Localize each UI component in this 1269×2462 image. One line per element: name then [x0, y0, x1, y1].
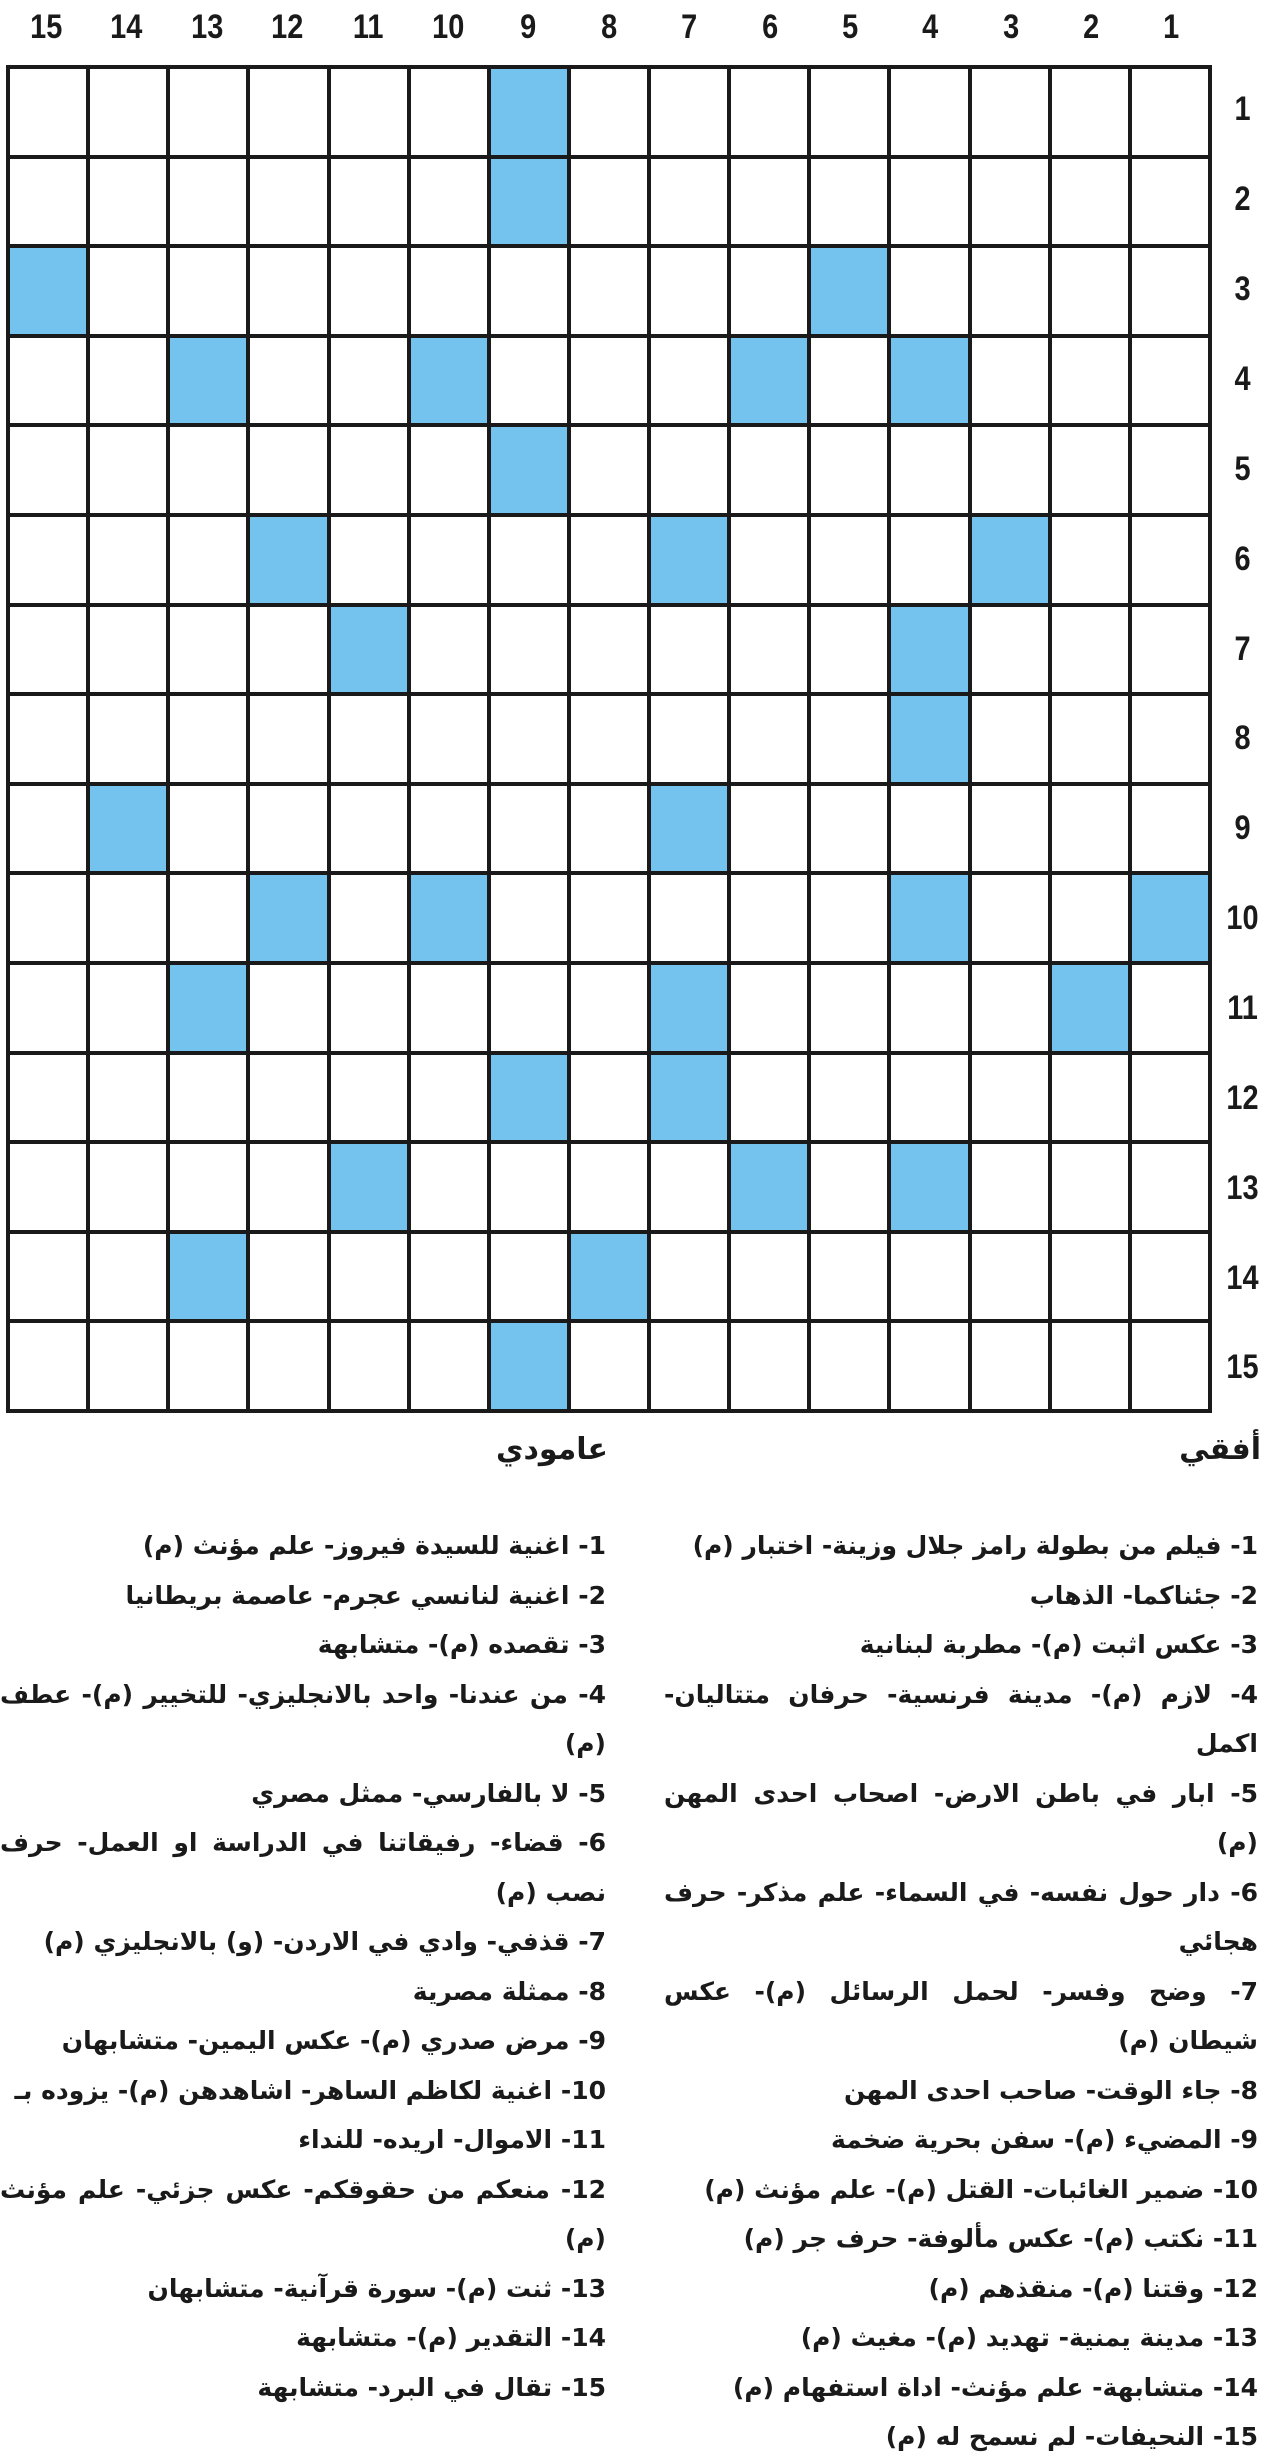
- across-heading: أفقي: [1179, 1432, 1261, 1467]
- across-clue: 14- متشابهة- علم مؤنث- اداة استفهام (م): [732, 2372, 1258, 2402]
- grid-cell[interactable]: [972, 786, 1048, 872]
- across-clue: 5- ابار في باطن الارض- اصحاب احدى المهن (م): [664, 1778, 1258, 1857]
- grid-cell[interactable]: [170, 69, 246, 155]
- grid-cell[interactable]: [891, 965, 967, 1051]
- blocked-cell: [411, 338, 487, 424]
- grid-cell[interactable]: [651, 427, 727, 513]
- grid-cell[interactable]: [571, 875, 647, 961]
- blocked-cell: [491, 159, 567, 245]
- blocked-cell: [331, 1144, 407, 1230]
- blocked-cell: [891, 696, 967, 782]
- grid-cell[interactable]: [891, 517, 967, 603]
- across-clue: 2- جئناكما- الذهاب: [1029, 1580, 1258, 1610]
- blocked-cell: [731, 1144, 807, 1230]
- column-number: 15: [30, 8, 63, 46]
- blocked-cell: [170, 1234, 246, 1320]
- grid-cell[interactable]: [10, 338, 86, 424]
- across-clue: 13- مدينة يمنية- تهديد (م)- مغيث (م): [800, 2323, 1258, 2352]
- grid-cell[interactable]: [331, 1055, 407, 1141]
- grid-cell[interactable]: [491, 517, 567, 603]
- grid-cell[interactable]: [411, 1144, 487, 1230]
- grid-cell[interactable]: [1132, 159, 1208, 245]
- grid-cell[interactable]: [491, 786, 567, 872]
- grid-cell[interactable]: [170, 875, 246, 961]
- grid-cell[interactable]: [651, 1144, 727, 1230]
- grid-cell[interactable]: [10, 1055, 86, 1141]
- grid-cell[interactable]: [571, 607, 647, 693]
- grid-cell[interactable]: [811, 1144, 887, 1230]
- grid-cell[interactable]: [1132, 338, 1208, 424]
- grid-cell[interactable]: [651, 1323, 727, 1409]
- grid-cell[interactable]: [1132, 1055, 1208, 1141]
- down-clue-list: [0, 1521, 606, 2412]
- blocked-cell: [491, 69, 567, 155]
- grid-cell[interactable]: [411, 159, 487, 245]
- grid-cell[interactable]: [10, 69, 86, 155]
- grid-cell[interactable]: [811, 1055, 887, 1141]
- column-numbers: [6, 4, 1212, 50]
- grid-cell[interactable]: [651, 338, 727, 424]
- blocked-cell: [10, 248, 86, 334]
- grid-cell[interactable]: [1132, 607, 1208, 693]
- down-heading: عامودي: [495, 1432, 608, 1467]
- down-clue: 2- اغنية لنانسي عجرم- عاصمة بريطانيا: [125, 1580, 606, 1610]
- grid-cell[interactable]: [731, 1323, 807, 1409]
- grid-cell[interactable]: [331, 1234, 407, 1320]
- grid-cell[interactable]: [250, 1055, 326, 1141]
- grid-cell[interactable]: [10, 786, 86, 872]
- row-number: 12: [1226, 1078, 1259, 1117]
- blocked-cell: [651, 1055, 727, 1141]
- grid-cell[interactable]: [170, 517, 246, 603]
- grid-cell[interactable]: [891, 1323, 967, 1409]
- grid-cell[interactable]: [972, 338, 1048, 424]
- grid-cell[interactable]: [1132, 427, 1208, 513]
- grid-cell[interactable]: [651, 696, 727, 782]
- across-clue: 7- وضح وفسر- لحمل الرسائل (م)- عكس شيطان (م): [664, 1976, 1258, 2055]
- row-number: 13: [1226, 1168, 1259, 1207]
- grid-cell[interactable]: [250, 427, 326, 513]
- row-number: 3: [1234, 270, 1251, 309]
- grid-cell[interactable]: [891, 427, 967, 513]
- grid-cell[interactable]: [731, 517, 807, 603]
- blocked-cell: [811, 248, 887, 334]
- down-clue: 13- ثنت (م)- سورة قرآنية- متشابهان: [147, 2273, 606, 2303]
- grid-cell[interactable]: [972, 607, 1048, 693]
- grid-cell[interactable]: [1052, 338, 1128, 424]
- grid-cell[interactable]: [250, 1144, 326, 1230]
- across-clue: 15- النحيفات- لم نسمح له (م): [885, 2422, 1258, 2451]
- across-clue: 6- دار حول نفسه- في السماء- علم مذكر- حرف هجائي: [664, 1877, 1258, 1956]
- grid-cell[interactable]: [811, 696, 887, 782]
- grid-cell[interactable]: [972, 875, 1048, 961]
- grid-cell[interactable]: [811, 427, 887, 513]
- row-number: 6: [1234, 539, 1251, 578]
- row-number: 10: [1226, 899, 1259, 938]
- grid-cell[interactable]: [1052, 786, 1128, 872]
- grid-cell[interactable]: [10, 875, 86, 961]
- down-clue: 11- الاموال- اريده- للنداء: [298, 2125, 606, 2154]
- row-number: 1: [1234, 90, 1251, 129]
- grid-cell[interactable]: [571, 248, 647, 334]
- grid-cell[interactable]: [1052, 1144, 1128, 1230]
- grid-cell[interactable]: [811, 786, 887, 872]
- grid-cell[interactable]: [331, 875, 407, 961]
- grid-cell[interactable]: [491, 965, 567, 1051]
- blocked-cell: [491, 1055, 567, 1141]
- grid-cell[interactable]: [1132, 965, 1208, 1051]
- grid-cell[interactable]: [411, 517, 487, 603]
- row-number: 8: [1234, 719, 1251, 758]
- column-number: 6: [761, 8, 778, 46]
- grid-cell[interactable]: [250, 607, 326, 693]
- grid-cell[interactable]: [90, 965, 166, 1051]
- blocked-cell: [250, 517, 326, 603]
- blocked-cell: [250, 875, 326, 961]
- grid-cell[interactable]: [972, 1234, 1048, 1320]
- blocked-cell: [90, 786, 166, 872]
- grid-cell[interactable]: [250, 69, 326, 155]
- grid-cell[interactable]: [170, 427, 246, 513]
- grid-cell[interactable]: [331, 427, 407, 513]
- grid-cell[interactable]: [571, 427, 647, 513]
- grid-cell[interactable]: [1132, 248, 1208, 334]
- grid-cell[interactable]: [651, 69, 727, 155]
- row-number: 11: [1227, 989, 1258, 1028]
- down-clue: 15- تقال في البرد- متشابهة: [257, 2372, 606, 2402]
- grid-cell[interactable]: [571, 965, 647, 1051]
- row-number: 5: [1234, 449, 1251, 488]
- grid-cell[interactable]: [571, 696, 647, 782]
- grid-cell[interactable]: [411, 69, 487, 155]
- grid-cell[interactable]: [731, 69, 807, 155]
- grid-cell[interactable]: [250, 1234, 326, 1320]
- grid-cell[interactable]: [170, 1144, 246, 1230]
- grid-cell[interactable]: [170, 1323, 246, 1409]
- down-clue: 8- ممثلة مصرية: [412, 1976, 606, 2006]
- row-number: 15: [1226, 1348, 1259, 1387]
- grid-cell[interactable]: [731, 1055, 807, 1141]
- grid-cell[interactable]: [90, 1323, 166, 1409]
- blocked-cell: [891, 607, 967, 693]
- grid-cell[interactable]: [571, 786, 647, 872]
- grid-cell[interactable]: [1052, 248, 1128, 334]
- grid-cell[interactable]: [411, 1234, 487, 1320]
- column-number: 8: [600, 8, 617, 46]
- down-clue: 3- تقصده (م)- متشابهة: [317, 1630, 606, 1659]
- grid-cell[interactable]: [90, 69, 166, 155]
- across-clue: 1- فيلم من بطولة رامز جلال وزينة- اختبار (م): [692, 1531, 1258, 1560]
- blocked-cell: [1052, 965, 1128, 1051]
- grid-cell[interactable]: [571, 1055, 647, 1141]
- down-clue: 10- اغنية لكاظم الساهر- اشاهدهن (م)- يزوده بـ: [14, 2075, 606, 2105]
- column-number: 13: [190, 8, 224, 46]
- grid-cell[interactable]: [10, 159, 86, 245]
- across-clue: 11- نكتب (م)- عكس مألوفة- حرف جر (م): [743, 2224, 1258, 2253]
- grid-cell[interactable]: [1132, 1234, 1208, 1320]
- column-number: 2: [1083, 8, 1100, 46]
- grid-cell[interactable]: [1052, 1055, 1128, 1141]
- grid-cell[interactable]: [972, 965, 1048, 1051]
- blocked-cell: [170, 965, 246, 1051]
- grid-cell[interactable]: [651, 1234, 727, 1320]
- column-number: 10: [432, 8, 465, 46]
- grid-cell[interactable]: [250, 696, 326, 782]
- grid-cell[interactable]: [651, 875, 727, 961]
- grid-cell[interactable]: [90, 1144, 166, 1230]
- grid-cell[interactable]: [411, 1323, 487, 1409]
- grid-cell[interactable]: [491, 248, 567, 334]
- grid-cell[interactable]: [411, 786, 487, 872]
- grid-cell[interactable]: [250, 1323, 326, 1409]
- grid-cell[interactable]: [571, 338, 647, 424]
- blocked-cell: [411, 875, 487, 961]
- grid-cell[interactable]: [972, 1323, 1048, 1409]
- blocked-cell: [491, 427, 567, 513]
- grid-cell[interactable]: [170, 159, 246, 245]
- across-clue-list: [664, 1521, 1258, 2462]
- blocked-cell: [651, 517, 727, 603]
- grid-cell[interactable]: [250, 159, 326, 245]
- grid-cell[interactable]: [250, 786, 326, 872]
- blocked-cell: [1132, 875, 1208, 961]
- grid-cell[interactable]: [10, 696, 86, 782]
- grid-cell[interactable]: [411, 965, 487, 1051]
- grid-cell[interactable]: [811, 517, 887, 603]
- grid-cell[interactable]: [331, 517, 407, 603]
- grid-cell[interactable]: [491, 875, 567, 961]
- grid-cell[interactable]: [731, 875, 807, 961]
- grid-cell[interactable]: [90, 1055, 166, 1141]
- grid-cell[interactable]: [170, 607, 246, 693]
- grid-cell[interactable]: [1132, 69, 1208, 155]
- grid-cell[interactable]: [811, 607, 887, 693]
- grid-cell[interactable]: [651, 248, 727, 334]
- grid-cell[interactable]: [1052, 875, 1128, 961]
- grid-cell[interactable]: [90, 1234, 166, 1320]
- grid-cell[interactable]: [331, 965, 407, 1051]
- grid-cell[interactable]: [90, 696, 166, 782]
- grid-cell[interactable]: [571, 69, 647, 155]
- grid-cell[interactable]: [972, 159, 1048, 245]
- crossword-grid: [6, 65, 1212, 1413]
- grid-cell[interactable]: [10, 1323, 86, 1409]
- blocked-cell: [731, 338, 807, 424]
- grid-cell[interactable]: [90, 875, 166, 961]
- grid-cell[interactable]: [170, 786, 246, 872]
- column-number: 1: [1163, 8, 1180, 46]
- grid-cell[interactable]: [250, 338, 326, 424]
- blocked-cell: [571, 1234, 647, 1320]
- blocked-cell: [891, 875, 967, 961]
- grid-cell[interactable]: [331, 159, 407, 245]
- grid-cell[interactable]: [1132, 1323, 1208, 1409]
- grid-cell[interactable]: [250, 248, 326, 334]
- grid-cell[interactable]: [731, 159, 807, 245]
- grid-cell[interactable]: [1052, 427, 1128, 513]
- blocked-cell: [651, 965, 727, 1051]
- grid-cell[interactable]: [811, 965, 887, 1051]
- grid-cell[interactable]: [1052, 517, 1128, 603]
- column-number: 7: [681, 8, 698, 46]
- grid-cell[interactable]: [811, 69, 887, 155]
- grid-cell[interactable]: [972, 1144, 1048, 1230]
- grid-cell[interactable]: [10, 427, 86, 513]
- column-number: 12: [271, 8, 304, 46]
- grid-cell[interactable]: [651, 607, 727, 693]
- grid-cell[interactable]: [90, 607, 166, 693]
- grid-cell[interactable]: [491, 338, 567, 424]
- grid-cell[interactable]: [1052, 696, 1128, 782]
- blocked-cell: [491, 1323, 567, 1409]
- down-clue: 4- من عندنا- واحد بالانجليزي- للتخيير (م)- عطف (م): [0, 1679, 606, 1758]
- grid-cell[interactable]: [1052, 159, 1128, 245]
- row-numbers: [1216, 65, 1269, 1413]
- column-number: 3: [1002, 8, 1019, 46]
- grid-cell[interactable]: [571, 1144, 647, 1230]
- column-number: 9: [520, 8, 537, 46]
- grid-cell[interactable]: [891, 159, 967, 245]
- row-number: 4: [1234, 360, 1251, 398]
- grid-cell[interactable]: [491, 1144, 567, 1230]
- grid-cell[interactable]: [731, 248, 807, 334]
- across-clue: 3- عكس اثبت (م)- مطربة لبنانية: [859, 1630, 1258, 1659]
- grid-cell[interactable]: [90, 248, 166, 334]
- grid-cell[interactable]: [411, 248, 487, 334]
- grid-cell[interactable]: [972, 696, 1048, 782]
- across-clue: 8- جاء الوقت- صاحب احدى المهن: [843, 2075, 1258, 2105]
- column-number: 14: [110, 8, 143, 46]
- grid-cell[interactable]: [1052, 1234, 1128, 1320]
- down-clue: 6- قضاء- رفيقاتنا في الدراسة او العمل- حرف نصب (م): [0, 1828, 606, 1907]
- grid-cell[interactable]: [972, 1055, 1048, 1141]
- grid-cell[interactable]: [811, 1234, 887, 1320]
- grid-cell[interactable]: [731, 1234, 807, 1320]
- grid-cell[interactable]: [170, 1055, 246, 1141]
- across-clue: 4- لازم (م)- مدينة فرنسية- حرفان متتاليان- اكمل: [664, 1679, 1258, 1758]
- grid-cell[interactable]: [731, 607, 807, 693]
- grid-cell[interactable]: [571, 517, 647, 603]
- down-clue: 7- قذفي- وادي في الاردن- (و) بالانجليزي (م): [43, 1927, 606, 1956]
- grid-cell[interactable]: [10, 1234, 86, 1320]
- grid-cell[interactable]: [891, 786, 967, 872]
- grid-cell[interactable]: [571, 159, 647, 245]
- grid-cell[interactable]: [411, 696, 487, 782]
- grid-cell[interactable]: [90, 159, 166, 245]
- grid-cell[interactable]: [972, 248, 1048, 334]
- grid-cell[interactable]: [331, 69, 407, 155]
- grid-cell[interactable]: [10, 1144, 86, 1230]
- grid-cell[interactable]: [891, 248, 967, 334]
- blocked-cell: [891, 338, 967, 424]
- row-number: 14: [1226, 1258, 1259, 1297]
- down-clue: 12- منعكم من حقوقكم- عكس جزئي- علم مؤنث (م): [0, 2174, 606, 2253]
- column-number: 4: [922, 8, 939, 46]
- grid-cell[interactable]: [731, 696, 807, 782]
- grid-cell[interactable]: [891, 1055, 967, 1141]
- grid-cell[interactable]: [90, 517, 166, 603]
- grid-cell[interactable]: [90, 338, 166, 424]
- grid-cell[interactable]: [411, 1055, 487, 1141]
- grid-cell[interactable]: [731, 965, 807, 1051]
- across-clue: 12- وقتنا (م)- منقذهم (م): [928, 2273, 1258, 2303]
- grid-cell[interactable]: [1132, 517, 1208, 603]
- grid-cell[interactable]: [491, 696, 567, 782]
- grid-cell[interactable]: [811, 159, 887, 245]
- blocked-cell: [331, 607, 407, 693]
- grid-cell[interactable]: [331, 338, 407, 424]
- grid-cell[interactable]: [571, 1323, 647, 1409]
- grid-cell[interactable]: [491, 1234, 567, 1320]
- grid-cell[interactable]: [811, 1323, 887, 1409]
- grid-cell[interactable]: [731, 786, 807, 872]
- grid-cell[interactable]: [1052, 1323, 1128, 1409]
- grid-cell[interactable]: [972, 69, 1048, 155]
- grid-cell[interactable]: [891, 1234, 967, 1320]
- grid-cell[interactable]: [1132, 696, 1208, 782]
- blocked-cell: [891, 1144, 967, 1230]
- grid-cell[interactable]: [10, 607, 86, 693]
- grid-cell[interactable]: [250, 965, 326, 1051]
- column-number: 5: [842, 8, 859, 46]
- row-number: 9: [1234, 809, 1251, 848]
- grid-cell[interactable]: [1132, 1144, 1208, 1230]
- grid-cell[interactable]: [10, 965, 86, 1051]
- down-clue: 9- مرض صدري (م)- عكس اليمين- متشابهان: [61, 2026, 606, 2055]
- blocked-cell: [651, 786, 727, 872]
- grid-cell[interactable]: [491, 607, 567, 693]
- down-clue: 5- لا بالفارسي- ممثل مصري: [251, 1778, 606, 1808]
- grid-cell[interactable]: [972, 427, 1048, 513]
- grid-cell[interactable]: [1052, 607, 1128, 693]
- grid-cell[interactable]: [811, 875, 887, 961]
- grid-cell[interactable]: [1052, 69, 1128, 155]
- grid-cell[interactable]: [811, 338, 887, 424]
- grid-cell[interactable]: [731, 427, 807, 513]
- row-number: 7: [1234, 629, 1251, 668]
- blocked-cell: [972, 517, 1048, 603]
- row-number: 2: [1234, 180, 1251, 219]
- grid-cell[interactable]: [411, 607, 487, 693]
- grid-cell[interactable]: [891, 69, 967, 155]
- grid-cell[interactable]: [170, 248, 246, 334]
- grid-cell[interactable]: [331, 696, 407, 782]
- grid-cell[interactable]: [651, 159, 727, 245]
- across-clue: 9- المضيء (م)- سفن بحرية ضخمة: [831, 2125, 1258, 2154]
- grid-cell[interactable]: [331, 248, 407, 334]
- grid-cell[interactable]: [331, 1323, 407, 1409]
- grid-cell[interactable]: [331, 786, 407, 872]
- across-clue: 10- ضمير الغائبات- القتل (م)- علم مؤنث (م): [704, 2174, 1258, 2204]
- grid-cell[interactable]: [170, 696, 246, 782]
- blocked-cell: [170, 338, 246, 424]
- grid-cell[interactable]: [90, 427, 166, 513]
- grid-cell[interactable]: [411, 427, 487, 513]
- down-clue: 1- اغنية للسيدة فيروز- علم مؤنث (م): [142, 1531, 606, 1560]
- grid-cell[interactable]: [10, 517, 86, 603]
- column-number: 11: [352, 8, 384, 46]
- grid-cell[interactable]: [1132, 786, 1208, 872]
- down-clue: 14- التقدير (م)- متشابهة: [296, 2323, 606, 2352]
